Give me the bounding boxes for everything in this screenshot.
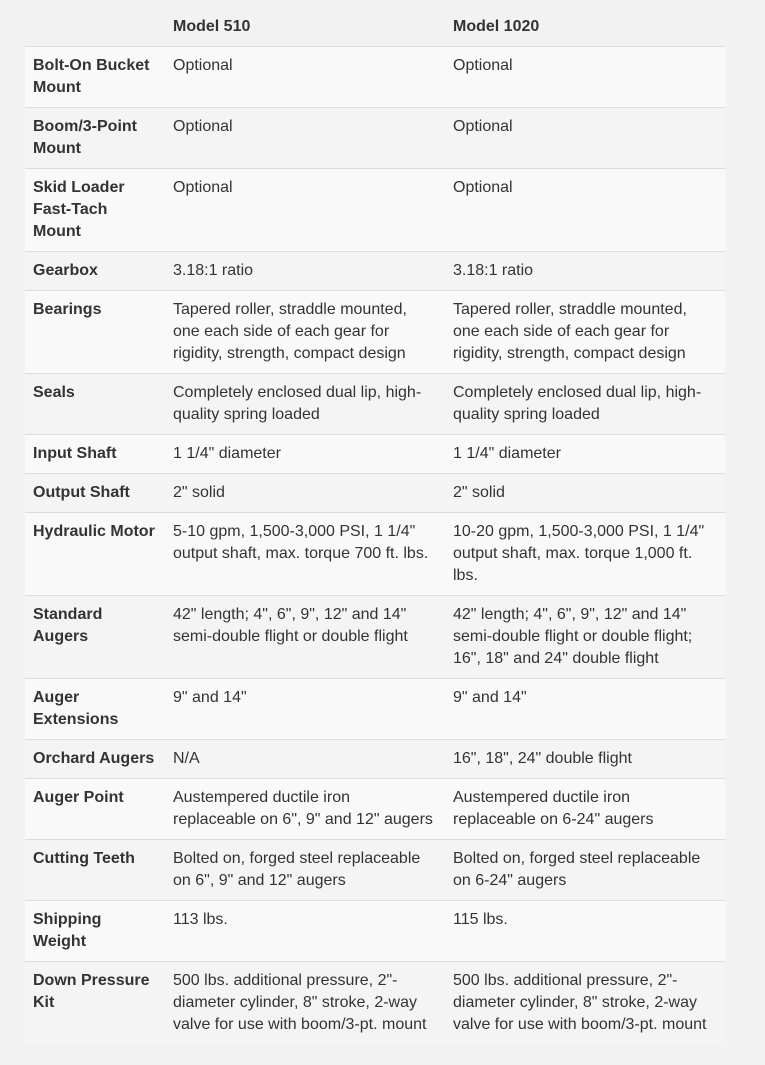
cell-model-1020: 115 lbs.: [453, 911, 508, 928]
cell-model-510: Tapered roller, straddle mounted, one each side of each gear for rigidity, strength, compact design: [173, 301, 407, 362]
row-label: Standard Augers: [33, 606, 103, 645]
cell-model-1020: 9" and 14": [453, 689, 527, 706]
cell-model-1020: 42" length; 4", 6", 9", 12" and 14" semi-double flight or double flight; 16", 18" and 24" double flight: [453, 606, 693, 667]
row-label: Shipping Weight: [33, 911, 102, 950]
cell-model-510: 3.18:1 ratio: [173, 262, 254, 279]
table-row: [25, 679, 725, 740]
row-label: Cutting Teeth: [33, 850, 135, 867]
row-label: Hydraulic Motor: [33, 523, 155, 540]
cell-model-510: 2" solid: [173, 484, 225, 501]
spec-table-container: [25, 8, 725, 1044]
cell-model-1020: Optional: [453, 57, 513, 74]
header-model-510: Model 510: [173, 18, 251, 35]
table-row: [25, 435, 725, 474]
cell-model-510: Optional: [173, 57, 233, 74]
cell-model-1020: Optional: [453, 118, 513, 135]
table-row: [25, 291, 725, 374]
row-label: Output Shaft: [33, 484, 130, 501]
row-label: Gearbox: [33, 262, 98, 279]
cell-model-510: Bolted on, forged steel replaceable on 6", 9" and 12" augers: [173, 850, 421, 889]
cell-model-1020: 1 1/4" diameter: [453, 445, 561, 462]
table-row: [25, 474, 725, 513]
table-row: [25, 374, 725, 435]
cell-model-510: 500 lbs. additional pressure, 2"-diameter cylinder, 8" stroke, 2-way valve for use with boom/3-pt. mount: [173, 972, 427, 1033]
header-model-1020: Model 1020: [453, 18, 540, 35]
cell-model-1020: Austempered ductile iron replaceable on 6-24" augers: [453, 789, 654, 828]
cell-model-510: 5-10 gpm, 1,500-3,000 PSI, 1 1/4" output shaft, max. torque 700 ft. lbs.: [173, 523, 429, 562]
row-label: Auger Extensions: [33, 689, 119, 728]
row-label: Auger Point: [33, 789, 124, 806]
cell-model-1020: Bolted on, forged steel replaceable on 6-24" augers: [453, 850, 701, 889]
cell-model-1020: Optional: [453, 179, 513, 196]
row-label: Input Shaft: [33, 445, 117, 462]
table-row: [25, 513, 725, 596]
row-label: Orchard Augers: [33, 750, 155, 767]
cell-model-510: 42" length; 4", 6", 9", 12" and 14" semi-double flight or double flight: [173, 606, 408, 645]
table-row: [25, 108, 725, 169]
cell-model-510: N/A: [173, 750, 200, 767]
table-row: [25, 779, 725, 840]
row-label: Bearings: [33, 301, 102, 318]
cell-model-1020: 16", 18", 24" double flight: [453, 750, 632, 767]
cell-model-510: Completely enclosed dual lip, high-quality spring loaded: [173, 384, 422, 423]
table-row: [25, 740, 725, 779]
cell-model-1020: Completely enclosed dual lip, high-quality spring loaded: [453, 384, 702, 423]
spec-table: [25, 8, 725, 1044]
row-label: Bolt-On Bucket Mount: [33, 57, 150, 96]
table-body: [25, 47, 725, 1045]
cell-model-510: 1 1/4" diameter: [173, 445, 281, 462]
table-row: [25, 252, 725, 291]
row-label: Seals: [33, 384, 75, 401]
cell-model-1020: 10-20 gpm, 1,500-3,000 PSI, 1 1/4" output shaft, max. torque 1,000 ft. lbs.: [453, 523, 705, 584]
table-row: [25, 901, 725, 962]
table-row: [25, 47, 725, 108]
row-label: Boom/3-Point Mount: [33, 118, 137, 157]
cell-model-510: Optional: [173, 179, 233, 196]
table-row: [25, 840, 725, 901]
table-row: [25, 596, 725, 679]
row-label: Down Pressure Kit: [33, 972, 150, 1011]
table-header: [25, 8, 725, 47]
table-row: [25, 962, 725, 1045]
cell-model-510: 113 lbs.: [173, 911, 228, 928]
cell-model-1020: 3.18:1 ratio: [453, 262, 534, 279]
cell-model-510: Optional: [173, 118, 233, 135]
cell-model-510: Austempered ductile iron replaceable on 6", 9" and 12" augers: [173, 789, 433, 828]
row-label: Skid Loader Fast-Tach Mount: [33, 179, 125, 240]
header-row: [25, 8, 725, 47]
cell-model-1020: 500 lbs. additional pressure, 2"-diameter cylinder, 8" stroke, 2-way valve for use with boom/3-pt. mount: [453, 972, 707, 1033]
cell-model-510: 9" and 14": [173, 689, 247, 706]
header-feature: [25, 8, 165, 47]
cell-model-1020: Tapered roller, straddle mounted, one each side of each gear for rigidity, strength, compact design: [453, 301, 687, 362]
cell-model-1020: 2" solid: [453, 484, 505, 501]
table-row: [25, 169, 725, 252]
